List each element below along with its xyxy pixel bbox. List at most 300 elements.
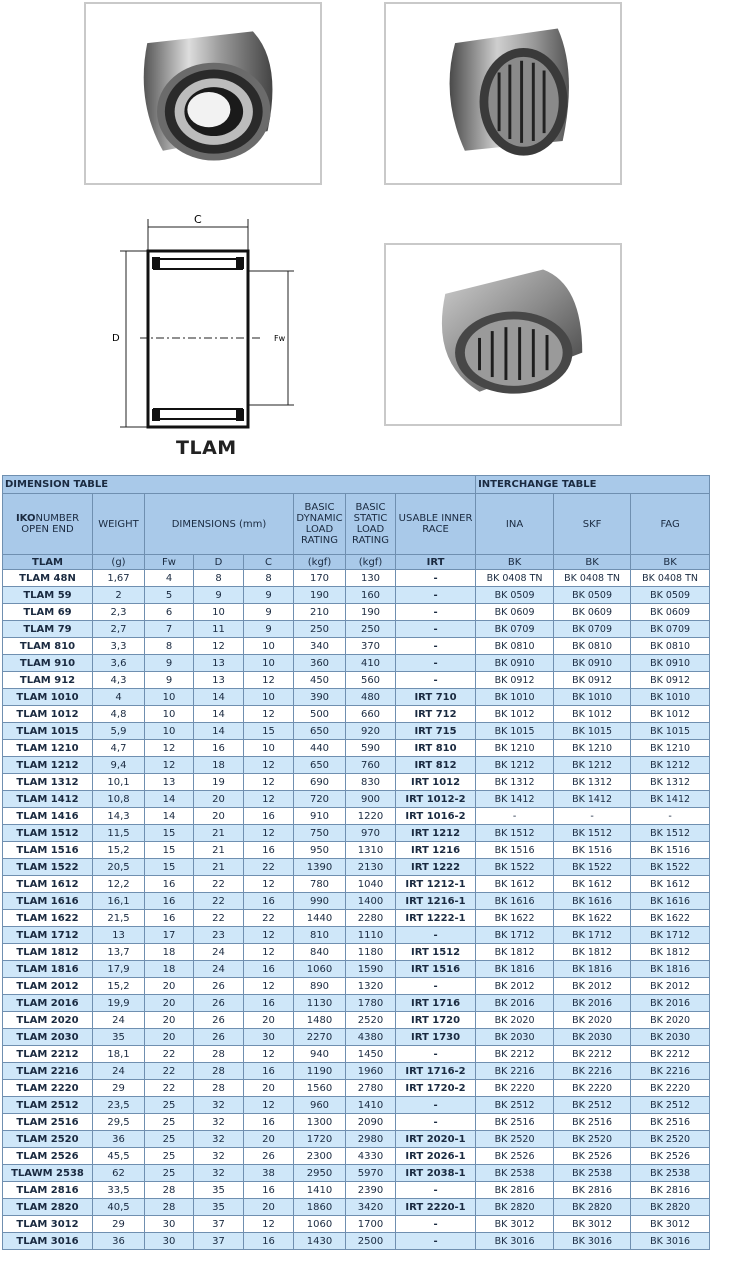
table-cell: IRT 810 <box>396 740 476 757</box>
table-cell: 30 <box>145 1216 194 1233</box>
table-cell: BK 0509 <box>631 587 710 604</box>
table-cell: 1060 <box>294 1216 346 1233</box>
table-cell: 2130 <box>346 859 396 876</box>
table-cell: BK 1015 <box>631 723 710 740</box>
table-cell: 1400 <box>346 893 396 910</box>
bearing-number-cell: TLAM 2220 <box>3 1080 93 1097</box>
bearing-number-cell: TLAM 3016 <box>3 1233 93 1250</box>
table-cell: - <box>396 655 476 672</box>
table-cell: 8 <box>145 638 194 655</box>
table-cell: BK 3012 <box>554 1216 631 1233</box>
table-cell: BK 1816 <box>476 961 554 978</box>
table-cell: 16 <box>244 893 294 910</box>
table-cell: 20 <box>244 1080 294 1097</box>
table-cell: 25 <box>145 1131 194 1148</box>
table-cell: 20 <box>194 791 244 808</box>
header-ina: INA <box>476 494 554 555</box>
table-cell: 13,7 <box>93 944 145 961</box>
header-weight: WEIGHT <box>93 494 145 555</box>
table-cell: 1860 <box>294 1199 346 1216</box>
table-cell: 950 <box>294 842 346 859</box>
table-cell: 10 <box>194 604 244 621</box>
table-cell: 20,5 <box>93 859 145 876</box>
table-cell: 5 <box>145 587 194 604</box>
table-cell: 2980 <box>346 1131 396 1148</box>
table-cell: 11 <box>194 621 244 638</box>
table-cell: 1720 <box>294 1131 346 1148</box>
table-cell: BK 1616 <box>631 893 710 910</box>
table-cell: 22 <box>194 893 244 910</box>
table-cell: BK 0509 <box>476 587 554 604</box>
table-cell: IRT 1012-2 <box>396 791 476 808</box>
bearing-number-cell: TLAM 1412 <box>3 791 93 808</box>
table-cell: - <box>396 1233 476 1250</box>
table-cell: 1410 <box>346 1097 396 1114</box>
table-cell: 690 <box>294 774 346 791</box>
table-row <box>3 655 710 672</box>
table-row <box>3 723 710 740</box>
unit-cell: (kgf) <box>346 555 396 570</box>
table-row <box>3 1046 710 1063</box>
table-cell: 32 <box>194 1165 244 1182</box>
table-cell: 18 <box>145 961 194 978</box>
table-cell: 30 <box>145 1233 194 1250</box>
table-row <box>3 893 710 910</box>
table-cell: BK 0912 <box>476 672 554 689</box>
table-cell: 17 <box>145 927 194 944</box>
table-cell: 440 <box>294 740 346 757</box>
table-cell: BK 1812 <box>476 944 554 961</box>
table-cell: BK 1015 <box>476 723 554 740</box>
table-cell: BK 0912 <box>631 672 710 689</box>
unit-cell: BK <box>631 555 710 570</box>
table-cell: 13 <box>194 672 244 689</box>
table-cell: 13 <box>145 774 194 791</box>
table-cell: BK 0912 <box>554 672 631 689</box>
table-row <box>3 740 710 757</box>
table-cell: 10 <box>145 723 194 740</box>
table-cell: 12 <box>244 757 294 774</box>
table-cell: 12 <box>244 672 294 689</box>
table-cell: 810 <box>294 927 346 944</box>
table-cell: BK 1512 <box>476 825 554 842</box>
bearing-number-cell: TLAM 2516 <box>3 1114 93 1131</box>
table-cell: BK 0609 <box>476 604 554 621</box>
table-cell: BK 1012 <box>554 706 631 723</box>
table-cell: 22 <box>244 859 294 876</box>
table-cell: BK 0709 <box>476 621 554 638</box>
table-cell: 2780 <box>346 1080 396 1097</box>
table-cell: BK 3012 <box>631 1216 710 1233</box>
table-cell: BK 2512 <box>631 1097 710 1114</box>
table-cell: - <box>476 808 554 825</box>
table-cell: 1110 <box>346 927 396 944</box>
table-cell: BK 2030 <box>554 1029 631 1046</box>
header-skf: SKF <box>554 494 631 555</box>
table-row <box>3 1199 710 1216</box>
table-cell: 1060 <box>294 961 346 978</box>
table-cell: 1190 <box>294 1063 346 1080</box>
table-cell: - <box>396 1097 476 1114</box>
table-cell: 25 <box>145 1114 194 1131</box>
bearing-number-cell: TLAM 2816 <box>3 1182 93 1199</box>
table-cell: 9 <box>145 672 194 689</box>
table-cell: IRT 1730 <box>396 1029 476 1046</box>
table-cell: BK 1212 <box>476 757 554 774</box>
table-cell: BK 2516 <box>554 1114 631 1131</box>
table-cell: 20 <box>145 1012 194 1029</box>
table-cell: BK 1412 <box>476 791 554 808</box>
table-cell: BK 2016 <box>554 995 631 1012</box>
bearing-number-cell: TLAM 2820 <box>3 1199 93 1216</box>
table-cell: IRT 1216 <box>396 842 476 859</box>
table-cell: 210 <box>294 604 346 621</box>
bearing-number-cell: TLAM 810 <box>3 638 93 655</box>
table-cell: - <box>396 604 476 621</box>
table-cell: 10,8 <box>93 791 145 808</box>
table-cell: BK 2516 <box>631 1114 710 1131</box>
table-cell: 21 <box>194 842 244 859</box>
table-cell: 1480 <box>294 1012 346 1029</box>
table-cell: 26 <box>194 978 244 995</box>
table-cell: BK 0408 TN <box>554 570 631 587</box>
table-cell: 2520 <box>346 1012 396 1029</box>
table-row <box>3 774 710 791</box>
table-cell: BK 1612 <box>631 876 710 893</box>
table-cell: 26 <box>244 1148 294 1165</box>
table-cell: 21 <box>194 859 244 876</box>
table-cell: 1780 <box>346 995 396 1012</box>
table-row <box>3 808 710 825</box>
header-inner-race: USABLE INNER RACE <box>396 494 476 555</box>
header-number: IKONUMBER OPEN END <box>3 494 93 555</box>
table-cell: BK 2820 <box>554 1199 631 1216</box>
table-cell: BK 3016 <box>554 1233 631 1250</box>
bearing-number-cell: TLAM 1416 <box>3 808 93 825</box>
table-cell: BK 1412 <box>554 791 631 808</box>
table-cell: BK 1712 <box>476 927 554 944</box>
table-cell: 3,3 <box>93 638 145 655</box>
table-cell: 250 <box>294 621 346 638</box>
table-cell: BK 2816 <box>476 1182 554 1199</box>
table-cell: - <box>396 621 476 638</box>
table-cell: 12 <box>145 740 194 757</box>
table-cell: 2,7 <box>93 621 145 638</box>
table-cell: 12 <box>244 927 294 944</box>
table-cell: 910 <box>294 808 346 825</box>
bearing-photo-angled <box>384 243 622 426</box>
table-row <box>3 825 710 842</box>
table-cell: 12 <box>244 706 294 723</box>
table-cell: BK 2526 <box>554 1148 631 1165</box>
table-row <box>3 706 710 723</box>
unit-cell: Fw <box>145 555 194 570</box>
table-cell: 20 <box>194 808 244 825</box>
table-cell: IRT 1716-2 <box>396 1063 476 1080</box>
bearing-number-cell: TLAM 3012 <box>3 1216 93 1233</box>
table-cell: BK 1712 <box>631 927 710 944</box>
bearing-number-cell: TLAM 1812 <box>3 944 93 961</box>
table-cell: BK 2016 <box>631 995 710 1012</box>
table-cell: BK 1812 <box>631 944 710 961</box>
table-cell: 5,9 <box>93 723 145 740</box>
table-cell: 130 <box>346 570 396 587</box>
table-cell: 9 <box>145 655 194 672</box>
table-cell: 1960 <box>346 1063 396 1080</box>
table-cell: 37 <box>194 1233 244 1250</box>
table-cell: IRT 2020-1 <box>396 1131 476 1148</box>
table-row <box>3 638 710 655</box>
table-cell: IRT 2038-1 <box>396 1165 476 1182</box>
table-row <box>3 1233 710 1250</box>
table-cell: BK 2212 <box>554 1046 631 1063</box>
table-cell: 1180 <box>346 944 396 961</box>
bearing-number-cell: TLAM 2012 <box>3 978 93 995</box>
table-cell: BK 1522 <box>476 859 554 876</box>
table-cell: BK 3016 <box>631 1233 710 1250</box>
table-cell: 40,5 <box>93 1199 145 1216</box>
header-dimensions: DIMENSIONS (mm) <box>145 494 294 555</box>
table-cell: - <box>396 1046 476 1063</box>
table-cell: 250 <box>346 621 396 638</box>
table-cell: - <box>631 808 710 825</box>
table-cell: IRT 1016-2 <box>396 808 476 825</box>
bearing-number-cell: TLAM 69 <box>3 604 93 621</box>
table-cell: 20 <box>145 978 194 995</box>
table-cell: 190 <box>294 587 346 604</box>
table-cell: 18,1 <box>93 1046 145 1063</box>
table-cell: BK 1512 <box>631 825 710 842</box>
table-cell: - <box>554 808 631 825</box>
table-cell: 1700 <box>346 1216 396 1233</box>
table-cell: 12 <box>145 757 194 774</box>
table-cell: 12 <box>194 638 244 655</box>
table-cell: 1410 <box>294 1182 346 1199</box>
table-cell: IRT 1222 <box>396 859 476 876</box>
table-cell: BK 1522 <box>554 859 631 876</box>
table-cell: 170 <box>294 570 346 587</box>
table-cell: 35 <box>194 1182 244 1199</box>
table-cell: 4 <box>93 689 145 706</box>
table-cell: BK 0609 <box>631 604 710 621</box>
table-cell: 22 <box>145 1063 194 1080</box>
interchange-table-title: INTERCHANGE TABLE <box>476 476 710 494</box>
table-cell: 560 <box>346 672 396 689</box>
table-cell: 16 <box>244 1114 294 1131</box>
table-cell: BK 0509 <box>554 587 631 604</box>
table-row <box>3 927 710 944</box>
table-cell: BK 1212 <box>554 757 631 774</box>
table-cell: IRT 1720 <box>396 1012 476 1029</box>
table-cell: 2 <box>93 587 145 604</box>
table-cell: BK 1412 <box>631 791 710 808</box>
table-cell: 14,3 <box>93 808 145 825</box>
table-cell: 16 <box>244 1182 294 1199</box>
table-cell: 1320 <box>346 978 396 995</box>
table-cell: 24 <box>93 1063 145 1080</box>
table-cell: 990 <box>294 893 346 910</box>
table-cell: 12 <box>244 774 294 791</box>
table-cell: 26 <box>194 1012 244 1029</box>
table-cell: BK 1516 <box>631 842 710 859</box>
table-cell: BK 2020 <box>554 1012 631 1029</box>
table-cell: 1300 <box>294 1114 346 1131</box>
table-cell: IRT 1720-2 <box>396 1080 476 1097</box>
bearing-number-cell: TLAM 910 <box>3 655 93 672</box>
header-fag: FAG <box>631 494 710 555</box>
bearing-number-cell: TLAM 912 <box>3 672 93 689</box>
table-row <box>3 1114 710 1131</box>
table-cell: 900 <box>346 791 396 808</box>
table-row <box>3 757 710 774</box>
table-cell: 16 <box>244 1233 294 1250</box>
table-cell: 12 <box>244 1216 294 1233</box>
table-cell: 1130 <box>294 995 346 1012</box>
table-cell: BK 1312 <box>554 774 631 791</box>
table-cell: 590 <box>346 740 396 757</box>
table-cell: BK 1612 <box>554 876 631 893</box>
table-cell: 16 <box>145 876 194 893</box>
table-cell: 24 <box>194 961 244 978</box>
table-cell: BK 1516 <box>554 842 631 859</box>
table-cell: BK 2020 <box>631 1012 710 1029</box>
units-row <box>3 555 710 570</box>
table-cell: - <box>396 638 476 655</box>
table-cell: 1040 <box>346 876 396 893</box>
unit-cell: BK <box>476 555 554 570</box>
table-cell: 30 <box>244 1029 294 1046</box>
table-cell: 1220 <box>346 808 396 825</box>
table-cell: BK 1622 <box>631 910 710 927</box>
table-cell: BK 1012 <box>476 706 554 723</box>
table-cell: 25 <box>145 1097 194 1114</box>
table-cell: 18 <box>145 944 194 961</box>
bearing-number-cell: TLAM 1612 <box>3 876 93 893</box>
table-cell: 32 <box>194 1114 244 1131</box>
table-cell: IRT 1716 <box>396 995 476 1012</box>
table-cell: BK 2220 <box>631 1080 710 1097</box>
table-cell: BK 2220 <box>554 1080 631 1097</box>
table-cell: 1310 <box>346 842 396 859</box>
bearing-number-cell: TLAM 2520 <box>3 1131 93 1148</box>
table-cell: BK 0910 <box>554 655 631 672</box>
unit-cell: BK <box>554 555 631 570</box>
table-cell: IRT 2026-1 <box>396 1148 476 1165</box>
dim-c-label: C <box>194 213 202 226</box>
table-cell: 32 <box>194 1097 244 1114</box>
table-cell: 1590 <box>346 961 396 978</box>
table-cell: 24 <box>194 944 244 961</box>
bearing-number-cell: TLAM 1512 <box>3 825 93 842</box>
table-cell: 1430 <box>294 1233 346 1250</box>
table-cell: BK 2538 <box>476 1165 554 1182</box>
table-cell: BK 1616 <box>476 893 554 910</box>
table-row <box>3 587 710 604</box>
bearing-photo-front <box>84 2 322 185</box>
table-cell: 750 <box>294 825 346 842</box>
table-cell: 9 <box>244 587 294 604</box>
table-cell: 12 <box>244 978 294 995</box>
table-cell: 16,1 <box>93 893 145 910</box>
table-cell: 29,5 <box>93 1114 145 1131</box>
table-cell: 3,6 <box>93 655 145 672</box>
table-cell: BK 1210 <box>631 740 710 757</box>
table-row <box>3 1097 710 1114</box>
unit-cell: TLAM <box>3 555 93 570</box>
bearing-table <box>2 475 709 1250</box>
table-cell: 15 <box>145 842 194 859</box>
table-row <box>3 1080 710 1097</box>
table-cell: 2390 <box>346 1182 396 1199</box>
table-cell: - <box>396 1216 476 1233</box>
table-row <box>3 1029 710 1046</box>
table-cell: 4380 <box>346 1029 396 1046</box>
table-cell: BK 0408 TN <box>631 570 710 587</box>
table-cell: BK 1210 <box>476 740 554 757</box>
dim-fw-label: Fw <box>274 334 286 343</box>
table-cell: BK 2526 <box>631 1148 710 1165</box>
table-cell: BK 0709 <box>631 621 710 638</box>
table-cell: 16 <box>145 910 194 927</box>
table-cell: 3420 <box>346 1199 396 1216</box>
table-cell: - <box>396 672 476 689</box>
table-row <box>3 1131 710 1148</box>
table-cell: BK 2216 <box>476 1063 554 1080</box>
unit-cell: D <box>194 555 244 570</box>
table-cell: 32 <box>194 1148 244 1165</box>
table-cell: 36 <box>93 1233 145 1250</box>
table-cell: 9 <box>244 604 294 621</box>
table-cell: 24 <box>93 1012 145 1029</box>
table-cell: 450 <box>294 672 346 689</box>
table-cell: 4,7 <box>93 740 145 757</box>
table-cell: 4,3 <box>93 672 145 689</box>
table-row <box>3 689 710 706</box>
table-cell: 2,3 <box>93 604 145 621</box>
table-cell: 500 <box>294 706 346 723</box>
table-cell: BK 0910 <box>631 655 710 672</box>
table-cell: 21,5 <box>93 910 145 927</box>
table-cell: 14 <box>194 706 244 723</box>
bearing-number-cell: TLAM 1712 <box>3 927 93 944</box>
table-cell: BK 2520 <box>554 1131 631 1148</box>
table-cell: BK 2216 <box>554 1063 631 1080</box>
table-cell: 5970 <box>346 1165 396 1182</box>
table-cell: 12 <box>244 1046 294 1063</box>
table-cell: 830 <box>346 774 396 791</box>
table-cell: 4330 <box>346 1148 396 1165</box>
table-row <box>3 1165 710 1182</box>
table-cell: 15 <box>145 859 194 876</box>
table-cell: 9,4 <box>93 757 145 774</box>
table-cell: IRT 1516 <box>396 961 476 978</box>
table-row <box>3 1182 710 1199</box>
table-cell: BK 1012 <box>631 706 710 723</box>
table-row <box>3 1063 710 1080</box>
table-cell: 14 <box>145 808 194 825</box>
table-cell: 10 <box>145 706 194 723</box>
bearing-photo-side <box>384 2 622 185</box>
table-cell: BK 2520 <box>476 1131 554 1148</box>
table-cell: IRT 1212 <box>396 825 476 842</box>
bearing-number-cell: TLAM 1015 <box>3 723 93 740</box>
table-cell: BK 0810 <box>476 638 554 655</box>
table-cell: 480 <box>346 689 396 706</box>
table-cell: 14 <box>194 689 244 706</box>
table-cell: - <box>396 978 476 995</box>
table-cell: 16 <box>244 1063 294 1080</box>
table-cell: BK 1816 <box>631 961 710 978</box>
